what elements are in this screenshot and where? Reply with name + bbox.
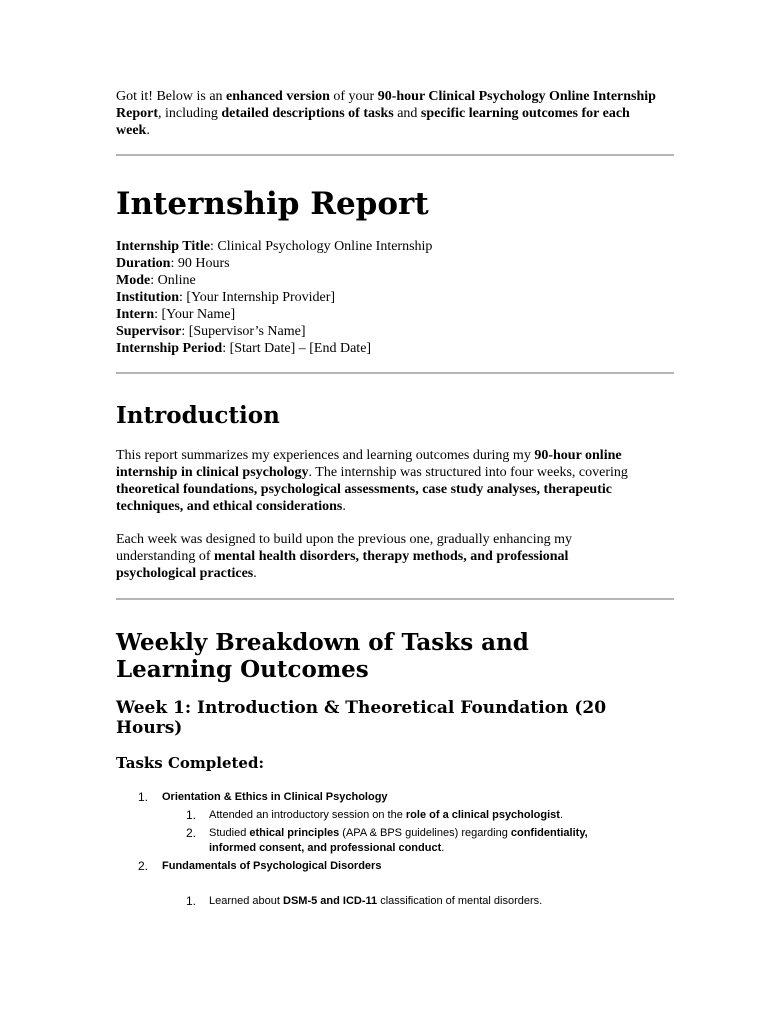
report-details: [116, 238, 432, 357]
list-item: Learned about DSM-5 and ICD-11 classification of mental disorders.: [209, 895, 543, 907]
list-number: 1.: [138, 790, 149, 804]
breakdown-heading: Weekly Breakdown of Tasks and Learning Outcomes: [116, 629, 529, 683]
detail-internship-title: Internship Title: Clinical Psychology Online Internship: [116, 239, 433, 254]
introduction-heading: Introduction: [116, 402, 280, 429]
page-title: Internship Report: [116, 186, 429, 222]
divider: [116, 598, 674, 600]
list-item: Orientation & Ethics in Clinical Psychology: [162, 791, 388, 803]
divider: [116, 372, 674, 374]
list-item: Studied ethical principles (APA & BPS guidelines) regarding confidentiality, informed consent, and professional conduct.: [209, 827, 588, 854]
detail-internship-period: Internship Period: [Start Date] – [End Date]: [116, 341, 372, 356]
detail-supervisor: Supervisor: [Supervisor’s Name]: [116, 324, 306, 339]
list-number: 2.: [138, 859, 149, 873]
detail-duration: Duration: 90 Hours: [116, 256, 230, 271]
list-number: 2.: [186, 826, 197, 840]
introduction-paragraph-2: Each week was designed to build upon the previous one, gradually enhancing my understanding of mental health disorders, therapy methods, and professional psychological practices.: [116, 532, 573, 581]
divider: [116, 154, 674, 156]
introduction-paragraph-1: This report summarizes my experiences and learning outcomes during my 90-hour online internship in clinical psychology. The internship was structured into four weeks, covering theoretical foundations, psychological assessments, case study analyses, therapeutic techniques, and ethical considerations.: [116, 448, 628, 514]
list-item: Fundamentals of Psychological Disorders: [162, 860, 382, 872]
detail-institution: Institution: [Your Internship Provider]: [116, 290, 336, 305]
list-item: Attended an introductory session on the role of a clinical psychologist.: [209, 809, 564, 821]
intro-note: Got it! Below is an enhanced version of your 90-hour Clinical Psychology Online Internship Report, including detailed descriptions of tasks and specific learning outcomes for each week.: [116, 89, 656, 138]
detail-mode: Mode: Online: [116, 273, 196, 288]
detail-intern: Intern: [Your Name]: [116, 307, 236, 322]
week1-heading: Week 1: Introduction & Theoretical Foundation (20 Hours): [116, 698, 607, 738]
list-number: 1.: [186, 808, 197, 822]
list-number: 1.: [186, 894, 197, 908]
tasks-completed-heading: Tasks Completed:: [116, 754, 264, 772]
